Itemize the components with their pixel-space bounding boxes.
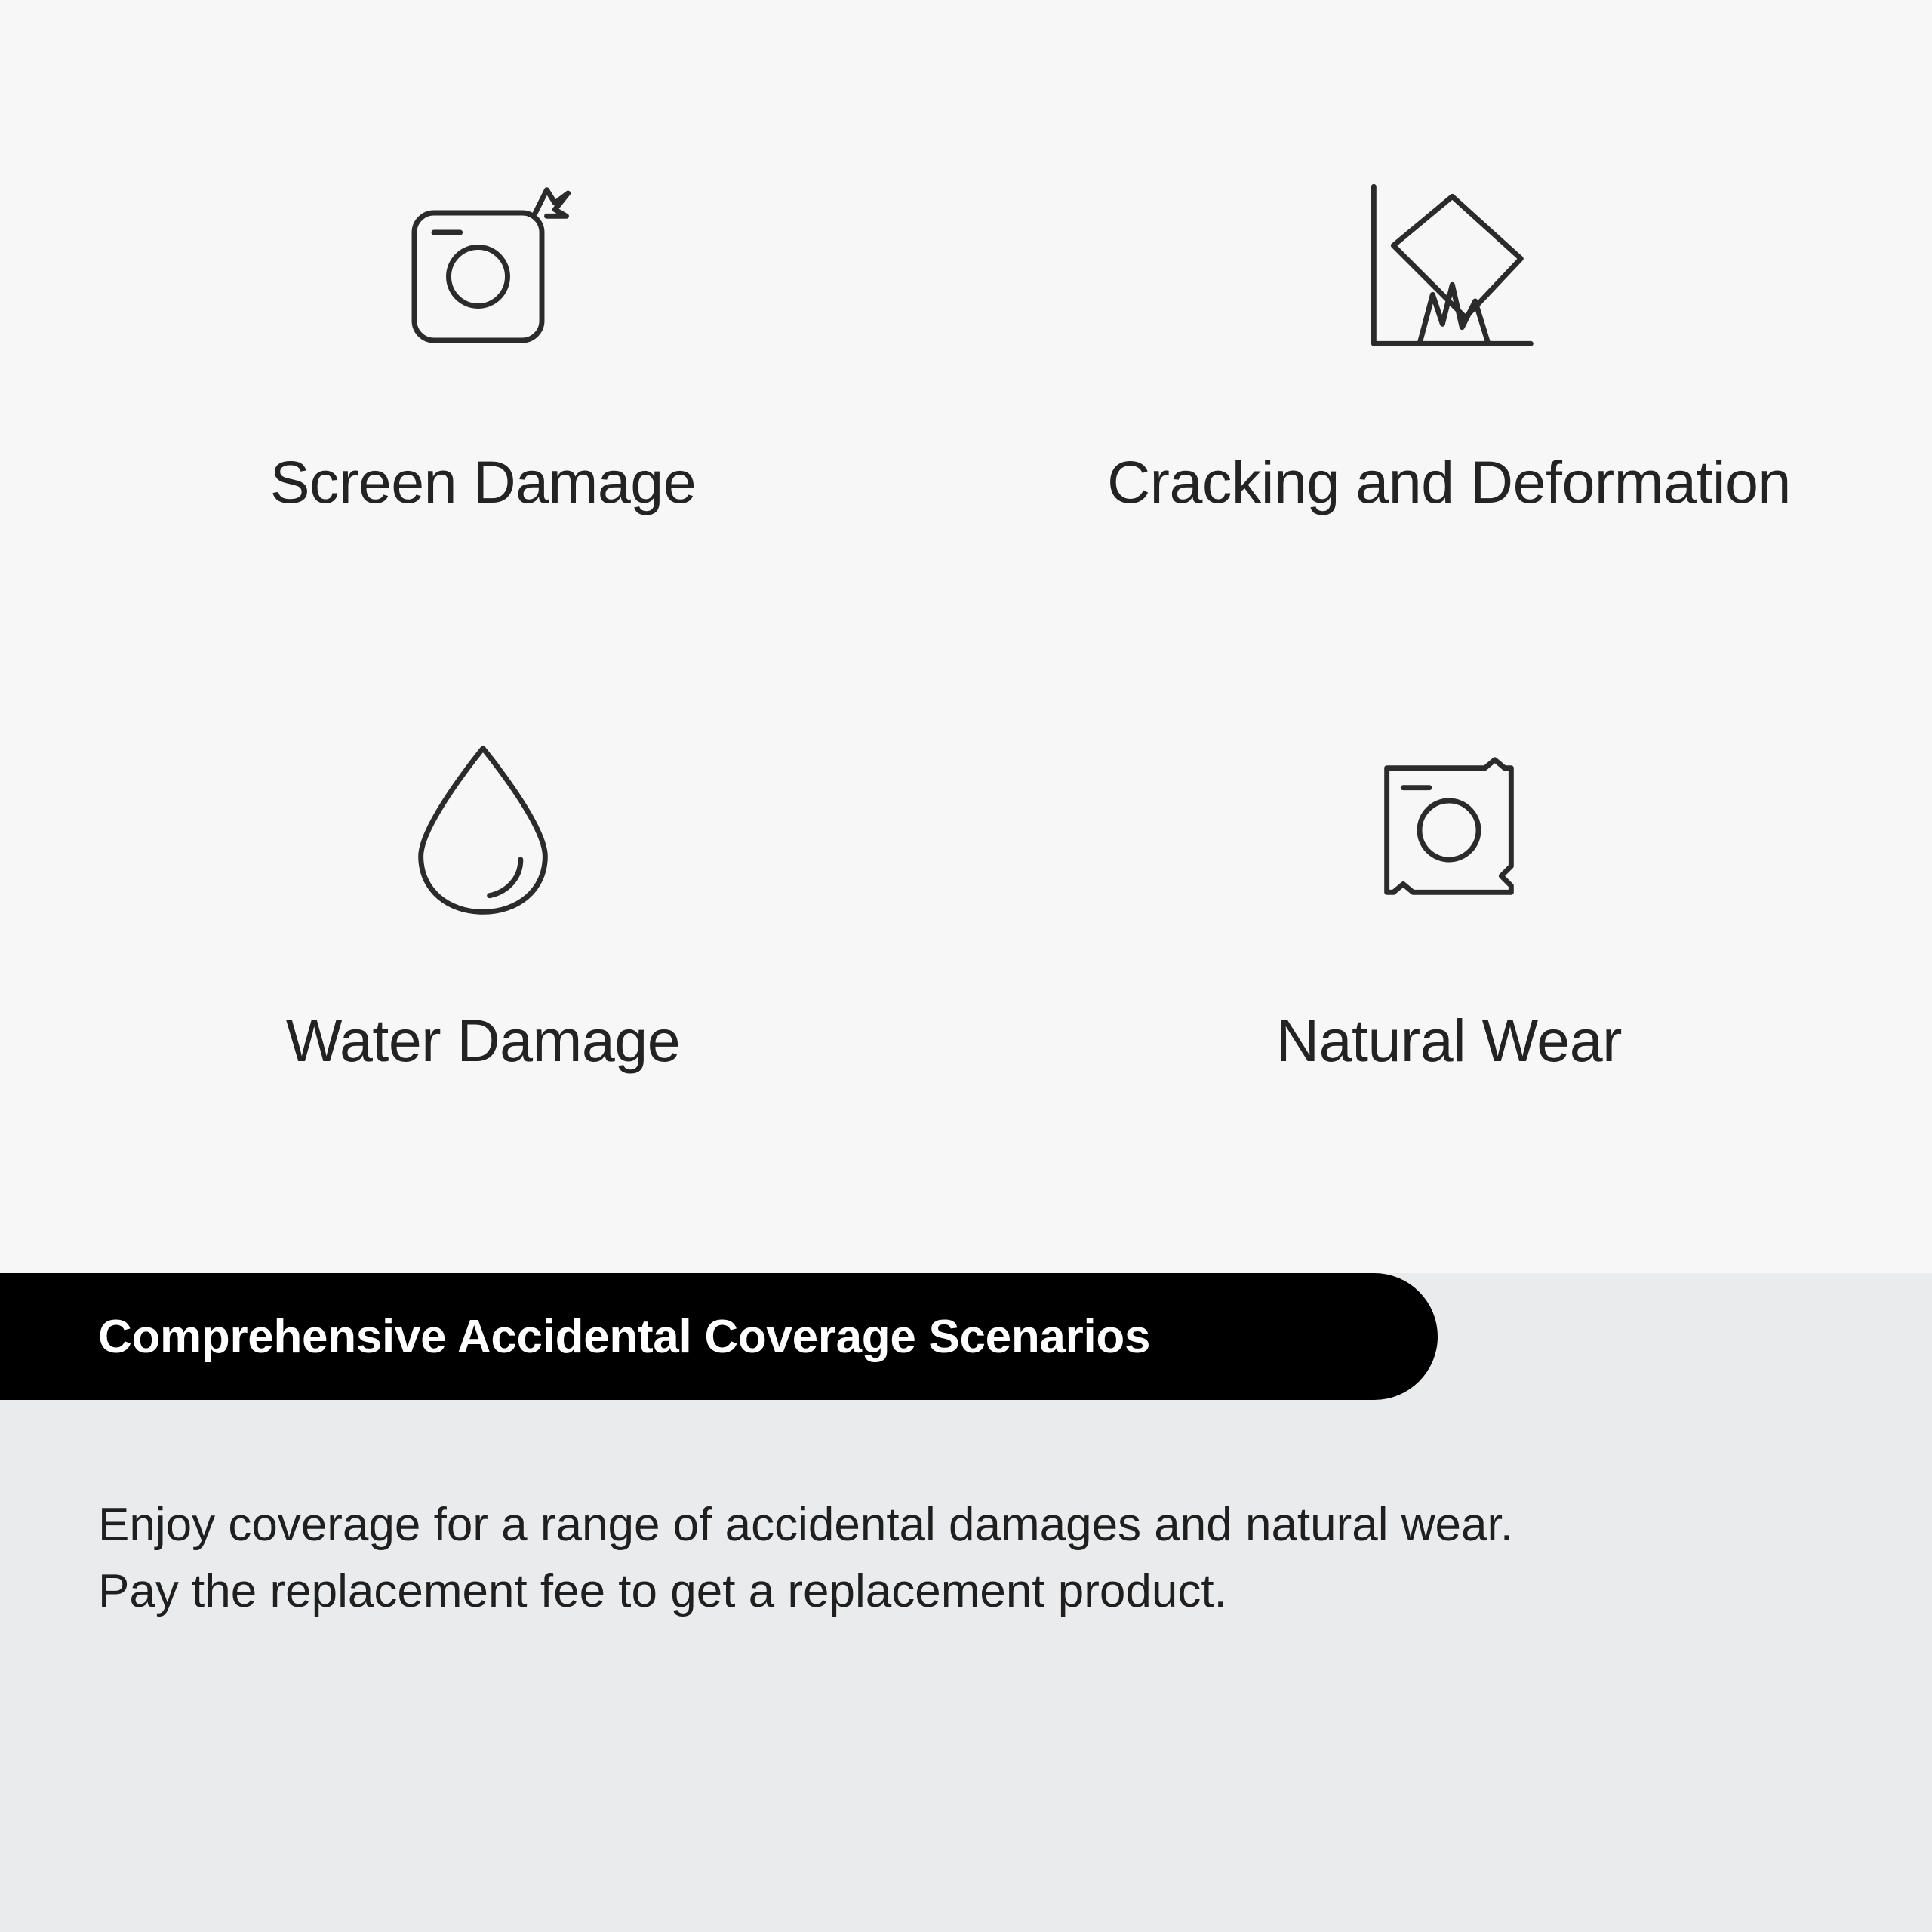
banner-title: Comprehensive Accidental Coverage Scenarios (98, 1310, 1151, 1363)
coverage-description-panel (0, 1273, 1932, 1932)
banner (0, 1273, 1438, 1400)
description-text (98, 1492, 1811, 1625)
feature-label: Cracking and Deformation (1107, 448, 1791, 515)
natural-wear-icon (1336, 717, 1562, 943)
description-line-1: Enjoy coverage for a range of accidental damages and natural wear. (98, 1499, 1513, 1551)
feature-item-screen-damage (0, 158, 966, 717)
feature-label: Water Damage (285, 1007, 681, 1074)
screen-damage-icon (370, 158, 596, 385)
feature-item-cracking-and-deformation (966, 158, 1932, 717)
feature-item-natural-wear (966, 717, 1932, 1275)
cracking-deformation-icon (1336, 158, 1562, 385)
water-damage-icon (370, 717, 596, 943)
description-line-2: Pay the replacement fee to get a replacement product. (98, 1565, 1227, 1618)
feature-label: Screen Damage (269, 448, 697, 515)
feature-label: Natural Wear (1276, 1007, 1622, 1074)
feature-item-water-damage (0, 717, 966, 1275)
